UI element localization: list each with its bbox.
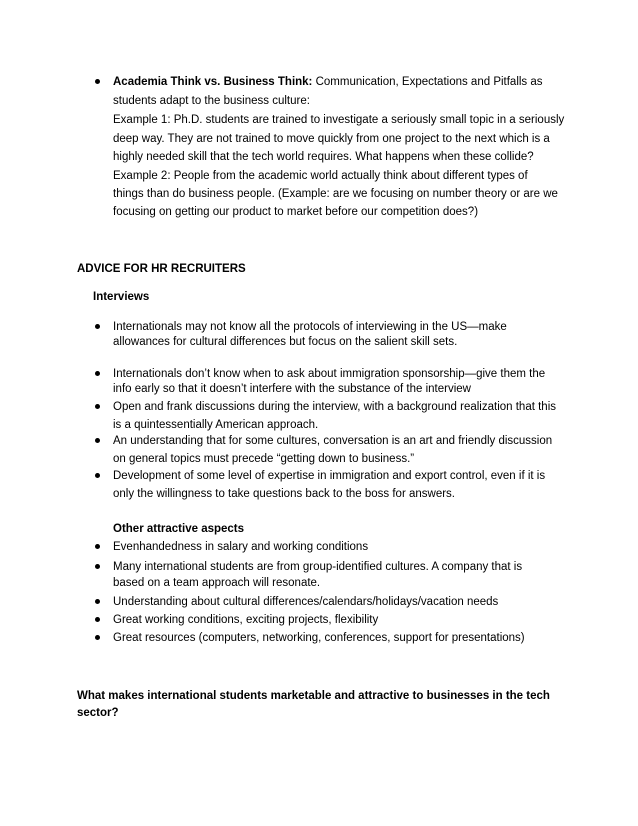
academia-line: Communication, Expectations and Pitfalls as xyxy=(315,76,543,88)
closing-question-line: sector? xyxy=(77,707,119,719)
list-item: Evenhandedness in salary and working conditions xyxy=(113,541,369,553)
bullet-icon xyxy=(95,635,100,640)
academia-line: things than do business people. (Example: are we focusing on number theory or are we xyxy=(113,188,558,200)
list-item: is a quintessentially American approach. xyxy=(113,419,319,431)
academia-first-line xyxy=(113,73,543,91)
academia-line: deep way. They are not trained to move quickly from one project to the next which is a xyxy=(113,133,550,145)
list-item: Great working conditions, exciting projects, flexibility xyxy=(113,614,379,626)
bullet-icon xyxy=(95,324,100,329)
academia-line: Example 2: People from the academic world actually think about different types of xyxy=(113,170,528,182)
bullet-icon xyxy=(95,79,100,84)
other-aspects-heading: Other attractive aspects xyxy=(113,523,245,535)
academia-line: students adapt to the business culture: xyxy=(113,95,310,107)
list-item: Great resources (computers, networking, conferences, support for presentations) xyxy=(113,632,525,644)
list-item: only the willingness to take questions back to the boss for answers. xyxy=(113,488,455,500)
bullet-icon xyxy=(95,371,100,376)
list-item: Understanding about cultural differences/calendars/holidays/vacation needs xyxy=(113,596,499,608)
academia-line: Example 1: Ph.D. students are trained to investigate a seriously small topic in a seriously xyxy=(113,114,565,126)
bullet-icon xyxy=(95,404,100,409)
bullet-icon xyxy=(95,438,100,443)
list-item: based on a team approach will resonate. xyxy=(113,577,321,589)
bullet-icon xyxy=(95,617,100,622)
section-title: ADVICE FOR HR RECRUITERS xyxy=(77,263,246,275)
list-item: Internationals don’t know when to ask about immigration sponsorship—give them the xyxy=(113,368,546,380)
list-item: info early so that it doesn’t interfere with the substance of the interview xyxy=(113,383,471,395)
bullet-icon xyxy=(95,473,100,478)
list-item: Development of some level of expertise in immigration and export control, even if it is xyxy=(113,470,546,482)
list-item: Many international students are from group-identified cultures. A company that is xyxy=(113,561,523,573)
list-item: allowances for cultural differences but focus on the salient skill sets. xyxy=(113,336,458,348)
academia-line: focusing on getting our product to market before our competition does?) xyxy=(113,206,479,218)
list-item: on general topics must precede “getting down to business.” xyxy=(113,453,415,465)
academia-line: highly needed skill that the tech world requires. What happens when these collide? xyxy=(113,151,534,163)
bullet-icon xyxy=(95,544,100,549)
bullet-icon xyxy=(95,599,100,604)
academia-heading: Academia Think vs. Business Think: xyxy=(113,76,313,88)
bullet-icon xyxy=(95,564,100,569)
list-item: Open and frank discussions during the interview, with a background realization that this xyxy=(113,401,557,413)
list-item: Internationals may not know all the protocols of interviewing in the US—make xyxy=(113,321,507,333)
list-item: An understanding that for some cultures, conversation is an art and friendly discussion xyxy=(113,435,553,447)
interviews-heading: Interviews xyxy=(93,291,150,303)
closing-question-line: What makes international students marketable and attractive to businesses in the tech xyxy=(77,690,550,702)
